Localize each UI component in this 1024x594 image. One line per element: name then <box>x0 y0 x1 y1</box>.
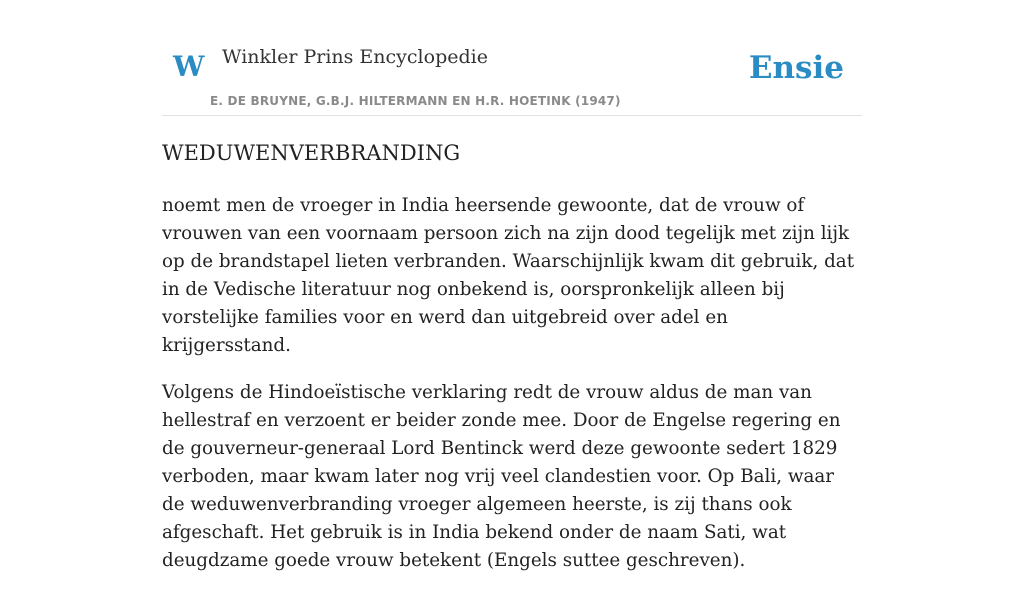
winkler-prins-logo[interactable]: W <box>173 50 205 83</box>
site-title[interactable]: Winkler Prins Encyclopedie <box>222 46 488 68</box>
site-header <box>162 40 862 116</box>
authors-line: E. DE BRUYNE, G.B.J. HILTERMANN EN H.R. HOETINK (1947) <box>210 94 621 108</box>
article-title: WEDUWENVERBRANDING <box>162 141 461 165</box>
article-paragraph: noemt men de vroeger in India heersende gewoonte, dat de vrouw of vrouwen van een voornaam persoon zich na zijn dood tegelijk met zijn lijk op de brandstapel lieten verbranden. Waarschijnlijk kwam dit gebruik, dat in de Vedische literatuur nog onbekend is, oorspronkelijk alleen bij vorstelijke families voor en werd dan uitgebreid over adel en krijgersstand. <box>162 195 855 356</box>
article-body <box>162 192 862 594</box>
ensie-brand-link[interactable]: Ensie <box>748 50 844 86</box>
article-paragraph: Volgens de Hindoeïstische verklaring redt de vrouw aldus de man van hellestraf en verzoent er beider zonde mee. Door de Engelse regering en de gouverneur-generaal Lord Bentinck werd deze gewoonte sedert 1829 verboden, maar kwam later nog vrij veel clandestien voor. Op Bali, waar de weduwenverbranding vroeger algemeen heerste, is zij thans ook afgeschaft. Het gebruik is in India bekend onder de naam Sati, wat deugdzame goede vrouw betekent (Engels suttee geschreven). <box>162 382 841 571</box>
